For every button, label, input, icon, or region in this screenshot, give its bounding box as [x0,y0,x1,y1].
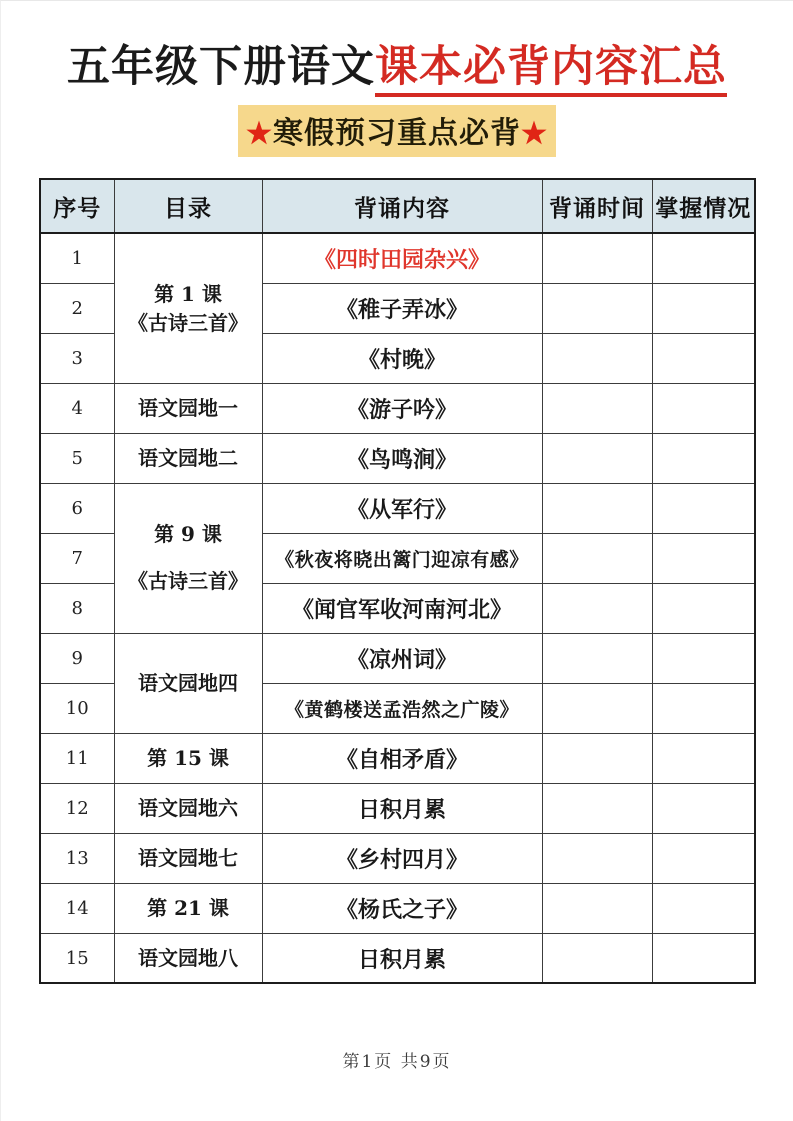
recite-time-cell [542,933,652,983]
recite-time-cell [542,583,652,633]
table-row [40,633,755,683]
recite-time-cell [542,633,652,683]
page-title-black-part: 五年级下册语文 [67,42,375,92]
recite-time-cell [542,533,652,583]
recite-time-cell [542,433,652,483]
star-icon: ★ [246,116,273,151]
mastery-status-cell [652,783,755,833]
page-footer: 第1页 共9页 [342,1052,452,1072]
content-cell: 日积月累 [262,933,542,983]
catalog-cell: 语文园地四 [114,633,262,733]
catalog-cell: 语文园地一 [114,383,262,433]
catalog-cell [114,233,262,383]
content-cell: 《从军行》 [262,483,542,533]
recite-time-cell [542,833,652,883]
row-number-cell: 10 [40,683,114,733]
row-number-cell: 3 [40,333,114,383]
recite-time-cell [542,233,652,283]
banner-text: 寒假预习重点必背 [273,116,521,152]
table-row [40,783,755,833]
recite-time-cell [542,683,652,733]
catalog-cell: 语文园地七 [114,833,262,883]
catalog-line: 第 9 课 [154,522,222,547]
star-icon: ★ [521,116,548,151]
column-header-mastery: 掌握情况 [652,179,755,233]
recite-time-cell [542,883,652,933]
content-cell: 《杨氏之子》 [262,883,542,933]
column-header-time: 背诵时间 [542,179,652,233]
content-cell: 《秋夜将晓出篱门迎凉有感》 [262,533,542,583]
table-row [40,833,755,883]
row-number-cell: 6 [40,483,114,533]
catalog-cell [114,483,262,633]
mastery-status-cell [652,583,755,633]
row-number-cell: 14 [40,883,114,933]
row-number-cell: 1 [40,233,114,283]
content-cell: 《村晚》 [262,333,542,383]
content-cell: 《自相矛盾》 [262,733,542,783]
mastery-status-cell [652,833,755,883]
mastery-status-cell [652,883,755,933]
recite-time-cell [542,283,652,333]
row-number-cell: 15 [40,933,114,983]
mastery-status-cell [652,683,755,733]
column-header-catalog: 目录 [114,179,262,233]
catalog-cell: 语文园地二 [114,433,262,483]
row-number-cell: 4 [40,383,114,433]
catalog-line: 《古诗三首》 [128,310,248,335]
recite-time-cell [542,383,652,433]
row-number-cell: 2 [40,283,114,333]
table-header-row [40,179,755,233]
content-cell: 《凉州词》 [262,633,542,683]
catalog-cell: 第 15 课 [114,733,262,783]
mastery-status-cell [652,483,755,533]
table-row [40,733,755,783]
recite-time-cell [542,783,652,833]
content-cell: 《稚子弄冰》 [262,283,542,333]
mastery-status-cell [652,433,755,483]
recite-time-cell [542,333,652,383]
mastery-status-cell [652,633,755,683]
content-cell: 《闻官军收河南河北》 [262,583,542,633]
content-cell: 《游子吟》 [262,383,542,433]
table-row [40,483,755,533]
catalog-cell: 语文园地六 [114,783,262,833]
content-cell: 《鸟鸣涧》 [262,433,542,483]
page-title-red-part: 课本必背内容汇总 [375,42,727,97]
table-row [40,233,755,283]
mastery-status-cell [652,733,755,783]
row-number-cell: 9 [40,633,114,683]
catalog-line: 《古诗三首》 [128,569,248,594]
catalog-cell: 第 21 课 [114,883,262,933]
mastery-status-cell [652,233,755,283]
catalog-line: 第 1 课 [154,281,222,306]
row-number-cell: 12 [40,783,114,833]
table-row [40,383,755,433]
content-cell: 《乡村四月》 [262,833,542,883]
row-number-cell: 7 [40,533,114,583]
content-cell: 日积月累 [262,783,542,833]
row-number-cell: 13 [40,833,114,883]
banner-row [1,105,793,157]
table-row [40,883,755,933]
row-number-cell: 5 [40,433,114,483]
mastery-status-cell [652,933,755,983]
row-number-cell: 11 [40,733,114,783]
row-number-cell: 8 [40,583,114,633]
catalog-cell: 语文园地八 [114,933,262,983]
mastery-status-cell [652,283,755,333]
content-cell: 《四时田园杂兴》 [262,233,542,283]
table-row [40,433,755,483]
column-header-number: 序号 [40,179,114,233]
mastery-status-cell [652,383,755,433]
mastery-status-cell [652,333,755,383]
memorization-checklist-table [39,178,756,984]
recite-time-cell [542,483,652,533]
page-title [1,1,793,92]
table-row [40,933,755,983]
content-cell: 《黄鹤楼送孟浩然之广陵》 [262,683,542,733]
column-header-content: 背诵内容 [262,179,542,233]
mastery-status-cell [652,533,755,583]
highlight-banner [238,105,556,157]
recite-time-cell [542,733,652,783]
